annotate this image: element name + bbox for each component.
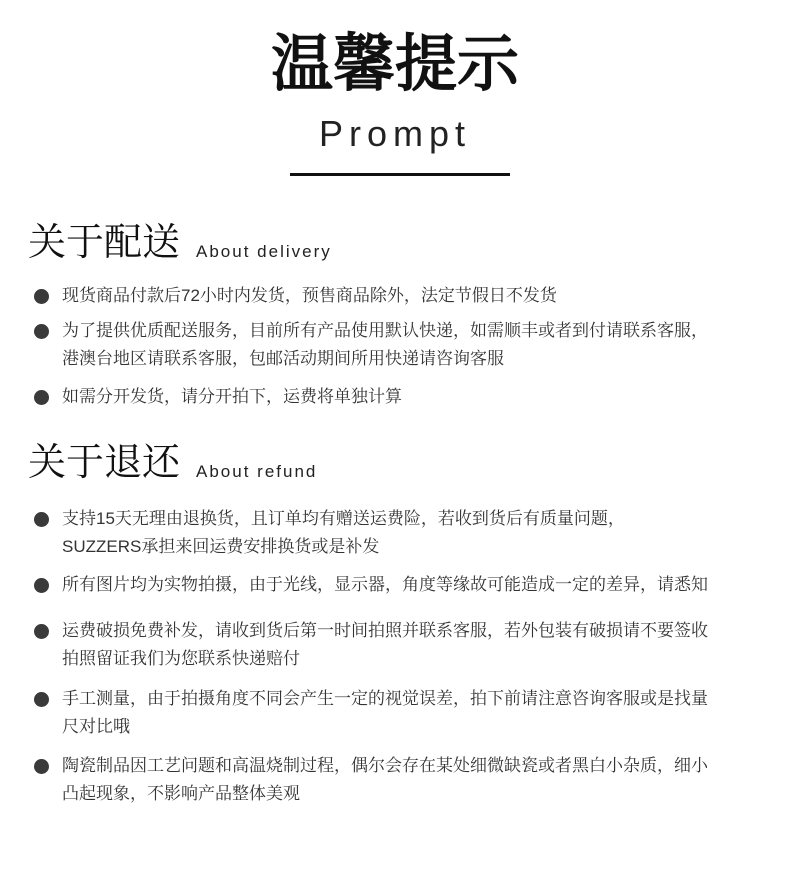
bullet-icon	[34, 390, 49, 405]
item-text: 拍照留证我们为您联系快递赔付	[62, 649, 300, 668]
list-item	[34, 282, 774, 310]
item-text: 支持15天无理由退换货，且订单均有赠送运费险，若收到货后有质量问题，	[62, 509, 625, 528]
section-title-zh: 关于配送	[28, 222, 181, 264]
section-title-en: About delivery	[196, 242, 332, 261]
section-heading-delivery	[28, 220, 332, 266]
section-title-en: About refund	[196, 462, 318, 481]
bullet-icon	[34, 512, 49, 527]
list-item	[34, 317, 774, 373]
bullet-icon	[34, 759, 49, 774]
section-heading-refund	[28, 440, 317, 486]
bullet-icon	[34, 624, 49, 639]
item-text: 运费破损免费补发，请收到货后第一时间拍照并联系客服，若外包装有破损请不要签收	[62, 621, 708, 640]
bullet-icon	[34, 578, 49, 593]
list-item	[34, 617, 774, 673]
item-text: 手工测量，由于拍摄角度不同会产生一定的视觉误差，拍下前请注意咨询客服或是找量	[62, 689, 708, 708]
title-divider	[290, 173, 510, 176]
list-item	[34, 685, 774, 741]
list-item	[34, 571, 774, 599]
list-item	[34, 752, 774, 808]
item-text: SUZZERS承担来回运费安排换货或是补发	[62, 537, 380, 556]
item-text: 现货商品付款后72小时内发货，预售商品除外，法定节假日不发货	[62, 286, 557, 305]
item-text: 尺对比哦	[62, 717, 130, 736]
list-item	[34, 383, 774, 411]
list-item	[34, 505, 774, 561]
section-title-zh: 关于退还	[28, 442, 181, 484]
item-text: 如需分开发货，请分开拍下，运费将单独计算	[62, 387, 402, 406]
item-text: 为了提供优质配送服务，目前所有产品使用默认快递，如需顺丰或者到付请联系客服，	[62, 321, 708, 340]
bullet-icon	[34, 289, 49, 304]
page-subtitle: Prompt	[318, 113, 472, 154]
page-title: 温馨提示	[270, 30, 519, 99]
item-text: 港澳台地区请联系客服，包邮活动期间所用快递请咨询客服	[62, 349, 504, 368]
item-text: 凸起现象，不影响产品整体美观	[62, 784, 300, 803]
bullet-icon	[34, 324, 49, 339]
item-text: 所有图片均为实物拍摄，由于光线，显示器，角度等缘故可能造成一定的差异，请悉知	[62, 575, 708, 594]
item-text: 陶瓷制品因工艺问题和高温烧制过程，偶尔会存在某处细微缺瓷或者黑白小杂质，细小	[62, 756, 708, 775]
bullet-icon	[34, 692, 49, 707]
